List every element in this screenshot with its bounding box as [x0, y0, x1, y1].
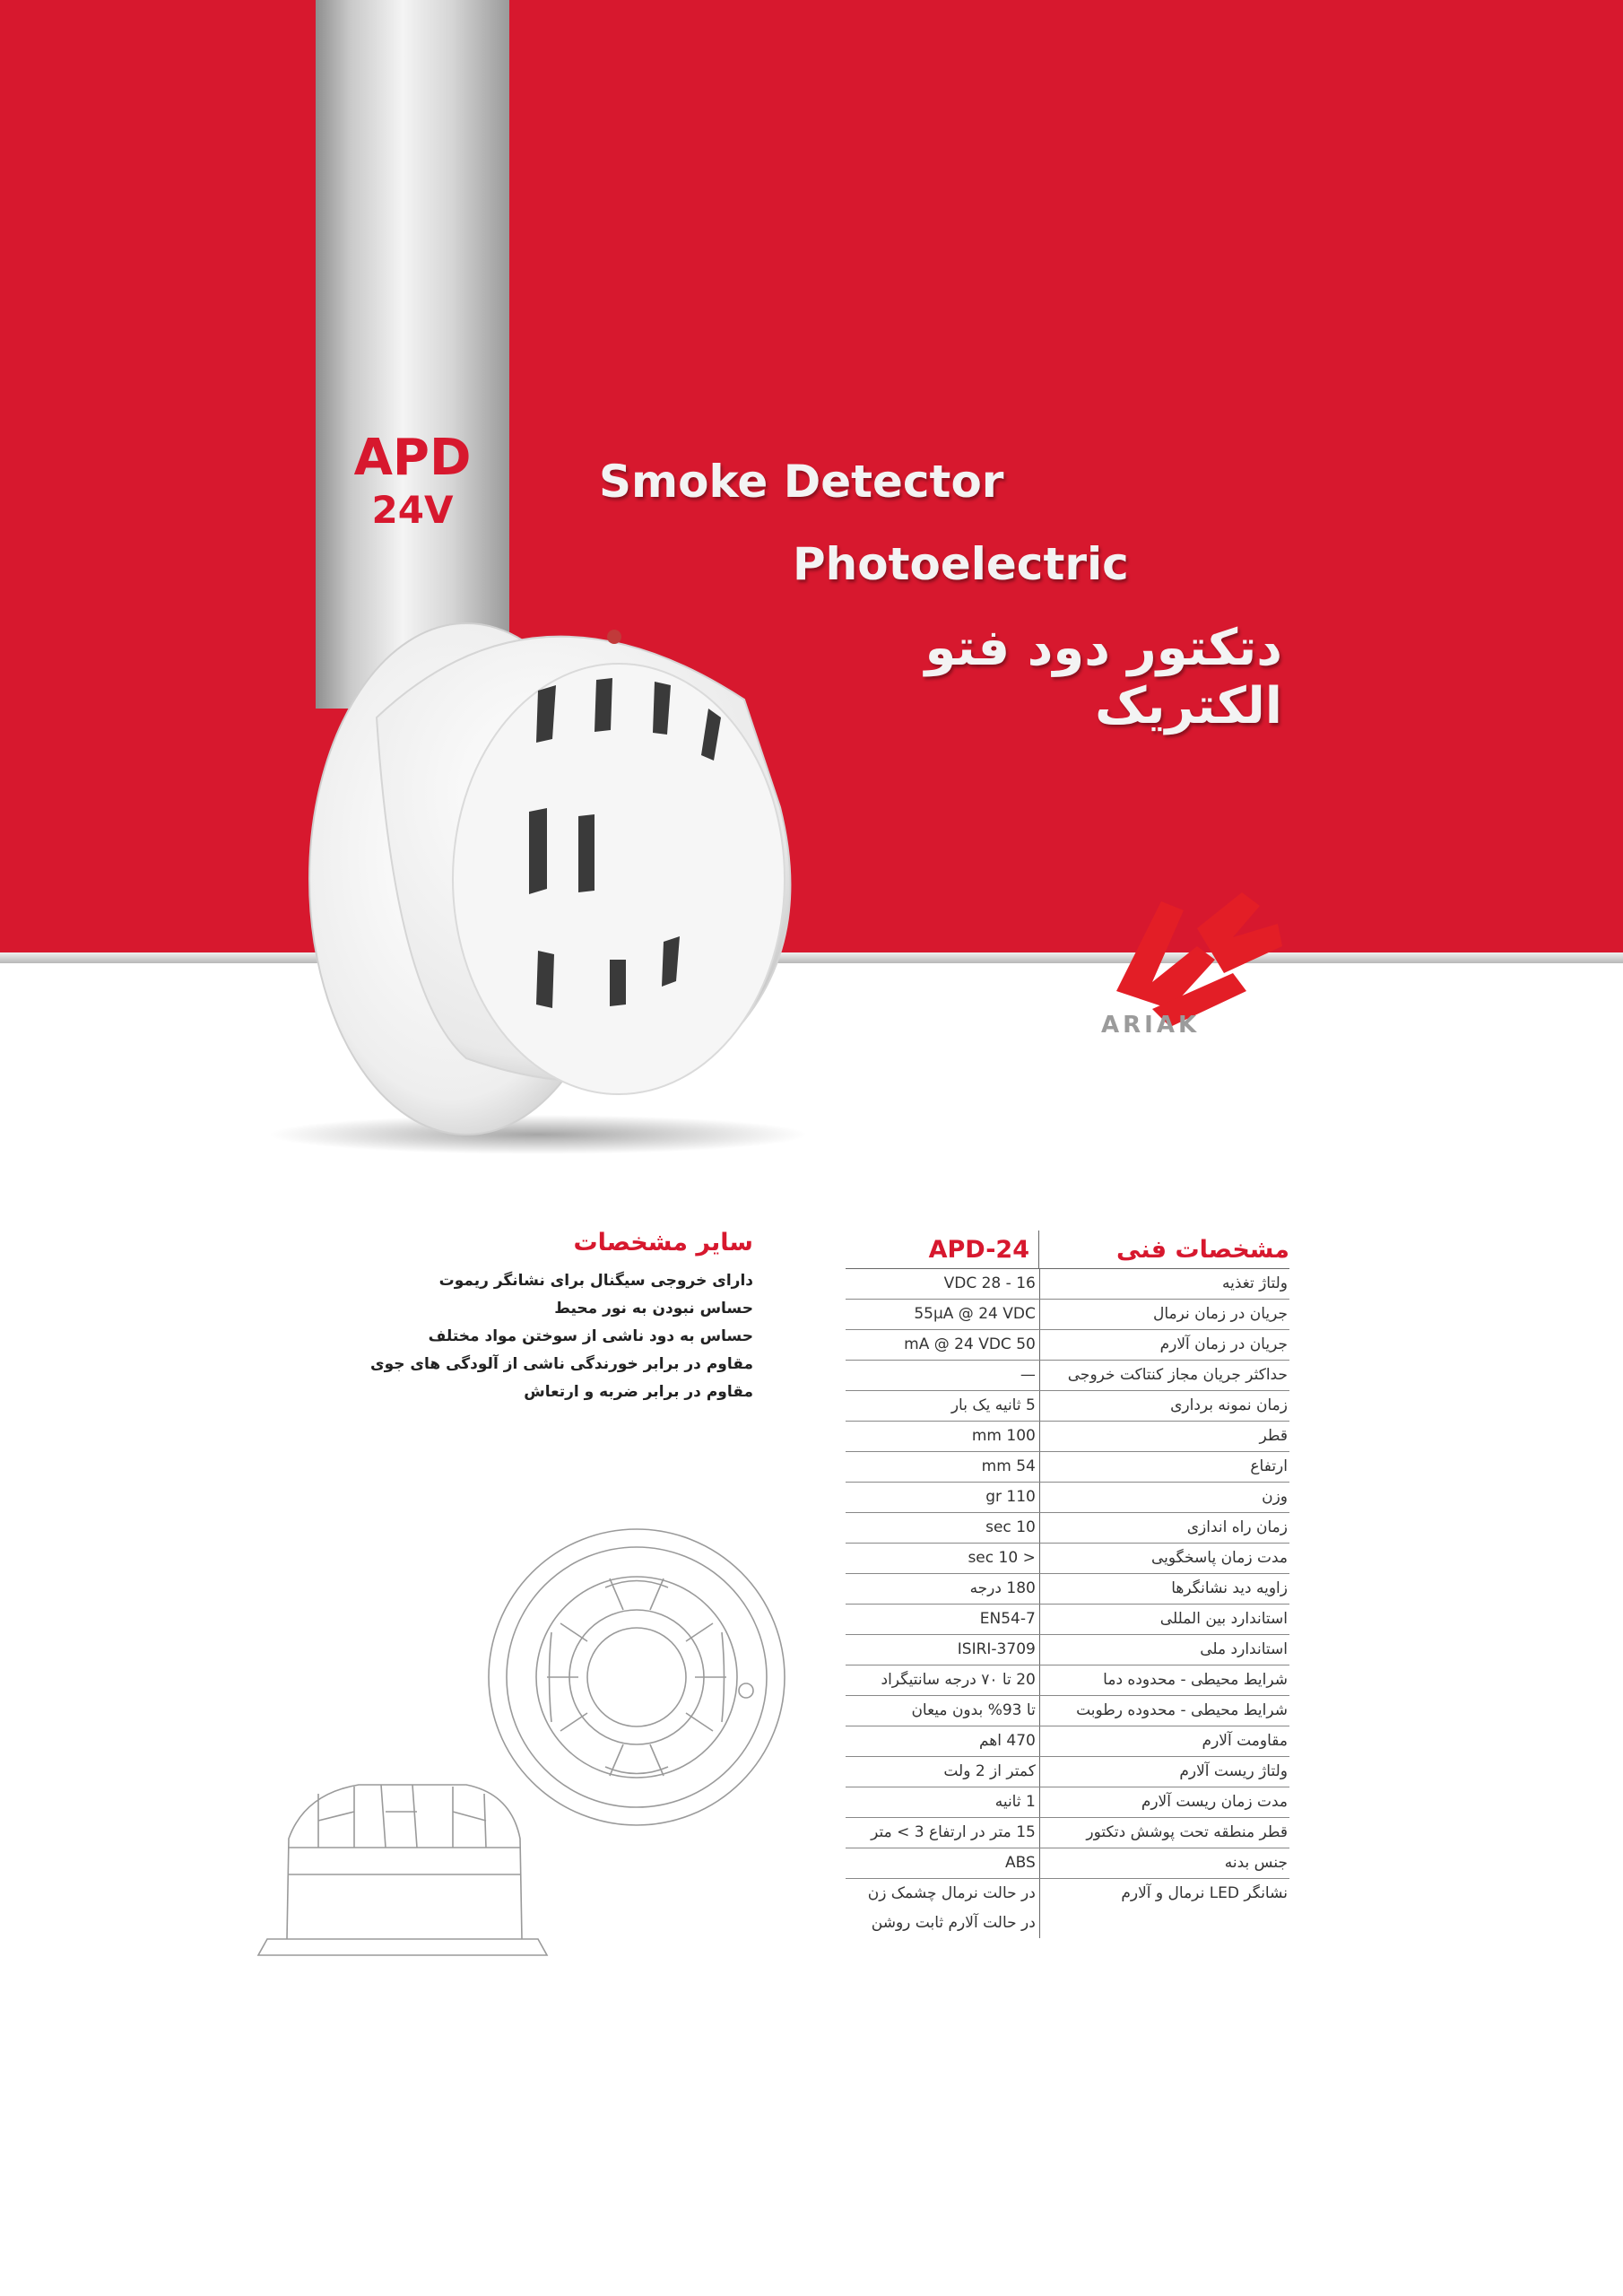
- column-divider: [1038, 1231, 1039, 1268]
- spec-label: قطر منطقه تحت پوشش دتکتور: [1039, 1818, 1289, 1848]
- table-row: [846, 1269, 1289, 1300]
- spec-label: شرایط محیطی - محدوده رطوبت: [1039, 1696, 1289, 1726]
- table-row: [846, 1696, 1289, 1726]
- table-row: [846, 1757, 1289, 1787]
- model-name: APD: [353, 429, 472, 487]
- spec-value: [846, 1879, 1039, 1938]
- spec-value: 100 mm: [971, 1427, 1036, 1445]
- spec-value: کمتر از 2 ولت: [943, 1762, 1036, 1780]
- spec-value: 1 ثانیه: [994, 1793, 1036, 1811]
- list-item: دارای خروجی سیگنال برای نشانگر ریموت: [438, 1272, 753, 1290]
- table-row: [846, 1848, 1289, 1879]
- spec-label: مدت زمان ریست آلارم: [1039, 1787, 1289, 1817]
- spec-value: 470 اهم: [978, 1732, 1036, 1750]
- table-row: [846, 1300, 1289, 1330]
- spec-value: 5 ثانیه یک بار: [950, 1396, 1036, 1414]
- spec-value: 110 gr: [985, 1488, 1036, 1506]
- spec-value: EN54-7: [979, 1610, 1036, 1628]
- spec-label: وزن: [1039, 1483, 1289, 1512]
- table-row: [846, 1574, 1289, 1605]
- spec-value: تا 93% بدون میعان: [911, 1701, 1036, 1719]
- other-specs-list: [370, 1267, 753, 1406]
- tech-specs-title: مشخصات فنی: [1116, 1236, 1289, 1264]
- table-row: [846, 1513, 1289, 1544]
- spec-label: استاندارد بین المللی: [1039, 1605, 1289, 1634]
- list-item: مقاوم در برابر خورندگی ناشی از آلودگی های جوی: [370, 1355, 753, 1373]
- spec-value-line: در حالت آلارم ثابت روشن: [871, 1914, 1036, 1932]
- brand-logo-text: ARIAK: [1101, 1012, 1201, 1039]
- list-item: مقاوم در برابر ضربه و ارتعاش: [524, 1383, 753, 1401]
- table-row: [846, 1422, 1289, 1452]
- spec-value: 54 mm: [981, 1457, 1036, 1475]
- list-item: حساس به دود ناشی از سوختن مواد مختلف: [428, 1327, 753, 1345]
- title-persian: دتکتور دود فتو الکتریک: [924, 619, 1282, 735]
- table-row: [846, 1635, 1289, 1665]
- title-english-line1: Smoke Detector: [599, 456, 1004, 508]
- spec-label: نشانگر LED نرمال و آلارم: [1039, 1879, 1289, 1938]
- spec-value: 180 درجه: [969, 1579, 1036, 1597]
- spec-value: 16 - 28 VDC: [943, 1274, 1036, 1292]
- table-row: [846, 1665, 1289, 1696]
- spec-value-line: در حالت نرمال چشمک زن: [867, 1884, 1036, 1902]
- tech-specs-table: [846, 1231, 1289, 1938]
- table-row: [846, 1544, 1289, 1574]
- spec-value: 20 تا ۷۰ درجه سانتیگراد: [881, 1671, 1036, 1689]
- table-row: [846, 1787, 1289, 1818]
- detector-line-drawing: [251, 1525, 825, 1991]
- table-row: [846, 1452, 1289, 1483]
- spec-label: زاویه دید نشانگرها: [1039, 1574, 1289, 1604]
- spec-label: ولتاژ ریست آلارم: [1039, 1757, 1289, 1787]
- spec-label: جریان در زمان نرمال: [1039, 1300, 1289, 1329]
- spec-label: جریان در زمان آلارم: [1039, 1330, 1289, 1360]
- tech-specs-header: [846, 1231, 1289, 1269]
- spec-value: < 10 sec: [968, 1549, 1036, 1567]
- other-specs-section: [370, 1229, 753, 1406]
- table-row: [846, 1361, 1289, 1391]
- list-item: حساس نبودن به نور محیط: [554, 1300, 753, 1318]
- table-row: [846, 1330, 1289, 1361]
- other-specs-title: سایر مشخصات: [573, 1229, 753, 1257]
- tech-specs-rows: [846, 1269, 1289, 1879]
- table-row: [846, 1818, 1289, 1848]
- spec-value: 15 متر در ارتفاع 3 > متر: [871, 1823, 1036, 1841]
- table-row: [846, 1391, 1289, 1422]
- spec-value: —: [1020, 1366, 1036, 1384]
- table-row: [846, 1605, 1289, 1635]
- model-badge: [350, 429, 475, 533]
- spec-label: شرایط محیطی - محدوده دما: [1039, 1665, 1289, 1695]
- table-row: [846, 1879, 1289, 1938]
- spec-label: جنس بدنه: [1039, 1848, 1289, 1878]
- table-row: [846, 1726, 1289, 1757]
- spec-label: قطر: [1039, 1422, 1289, 1451]
- spec-label: مقاومت آلارم: [1039, 1726, 1289, 1756]
- tech-specs-model: APD-24: [928, 1236, 1029, 1264]
- smoke-detector-image: [242, 574, 870, 1166]
- table-row: [846, 1483, 1289, 1513]
- spec-label: استاندارد ملی: [1039, 1635, 1289, 1665]
- spec-label: زمان نمونه برداری: [1039, 1391, 1289, 1421]
- spec-value: ABS: [1005, 1854, 1036, 1872]
- spec-value: 50 mA @ 24 VDC: [904, 1335, 1036, 1353]
- spec-value: ISIRI-3709: [957, 1640, 1036, 1658]
- spec-value: 55μA @ 24 VDC: [914, 1305, 1036, 1323]
- spec-label: حداکثر جریان مجاز کنتاکت خروجی: [1039, 1361, 1289, 1390]
- spec-label: ارتفاع: [1039, 1452, 1289, 1482]
- spec-label: ولتاژ تغذیه: [1039, 1269, 1289, 1299]
- spec-label: زمان راه اندازی: [1039, 1513, 1289, 1543]
- spec-label: مدت زمان پاسخگویی: [1039, 1544, 1289, 1573]
- model-voltage: 24V: [371, 488, 454, 532]
- spec-value: 10 sec: [985, 1518, 1036, 1536]
- title-english-line2: Photoelectric: [793, 538, 1129, 590]
